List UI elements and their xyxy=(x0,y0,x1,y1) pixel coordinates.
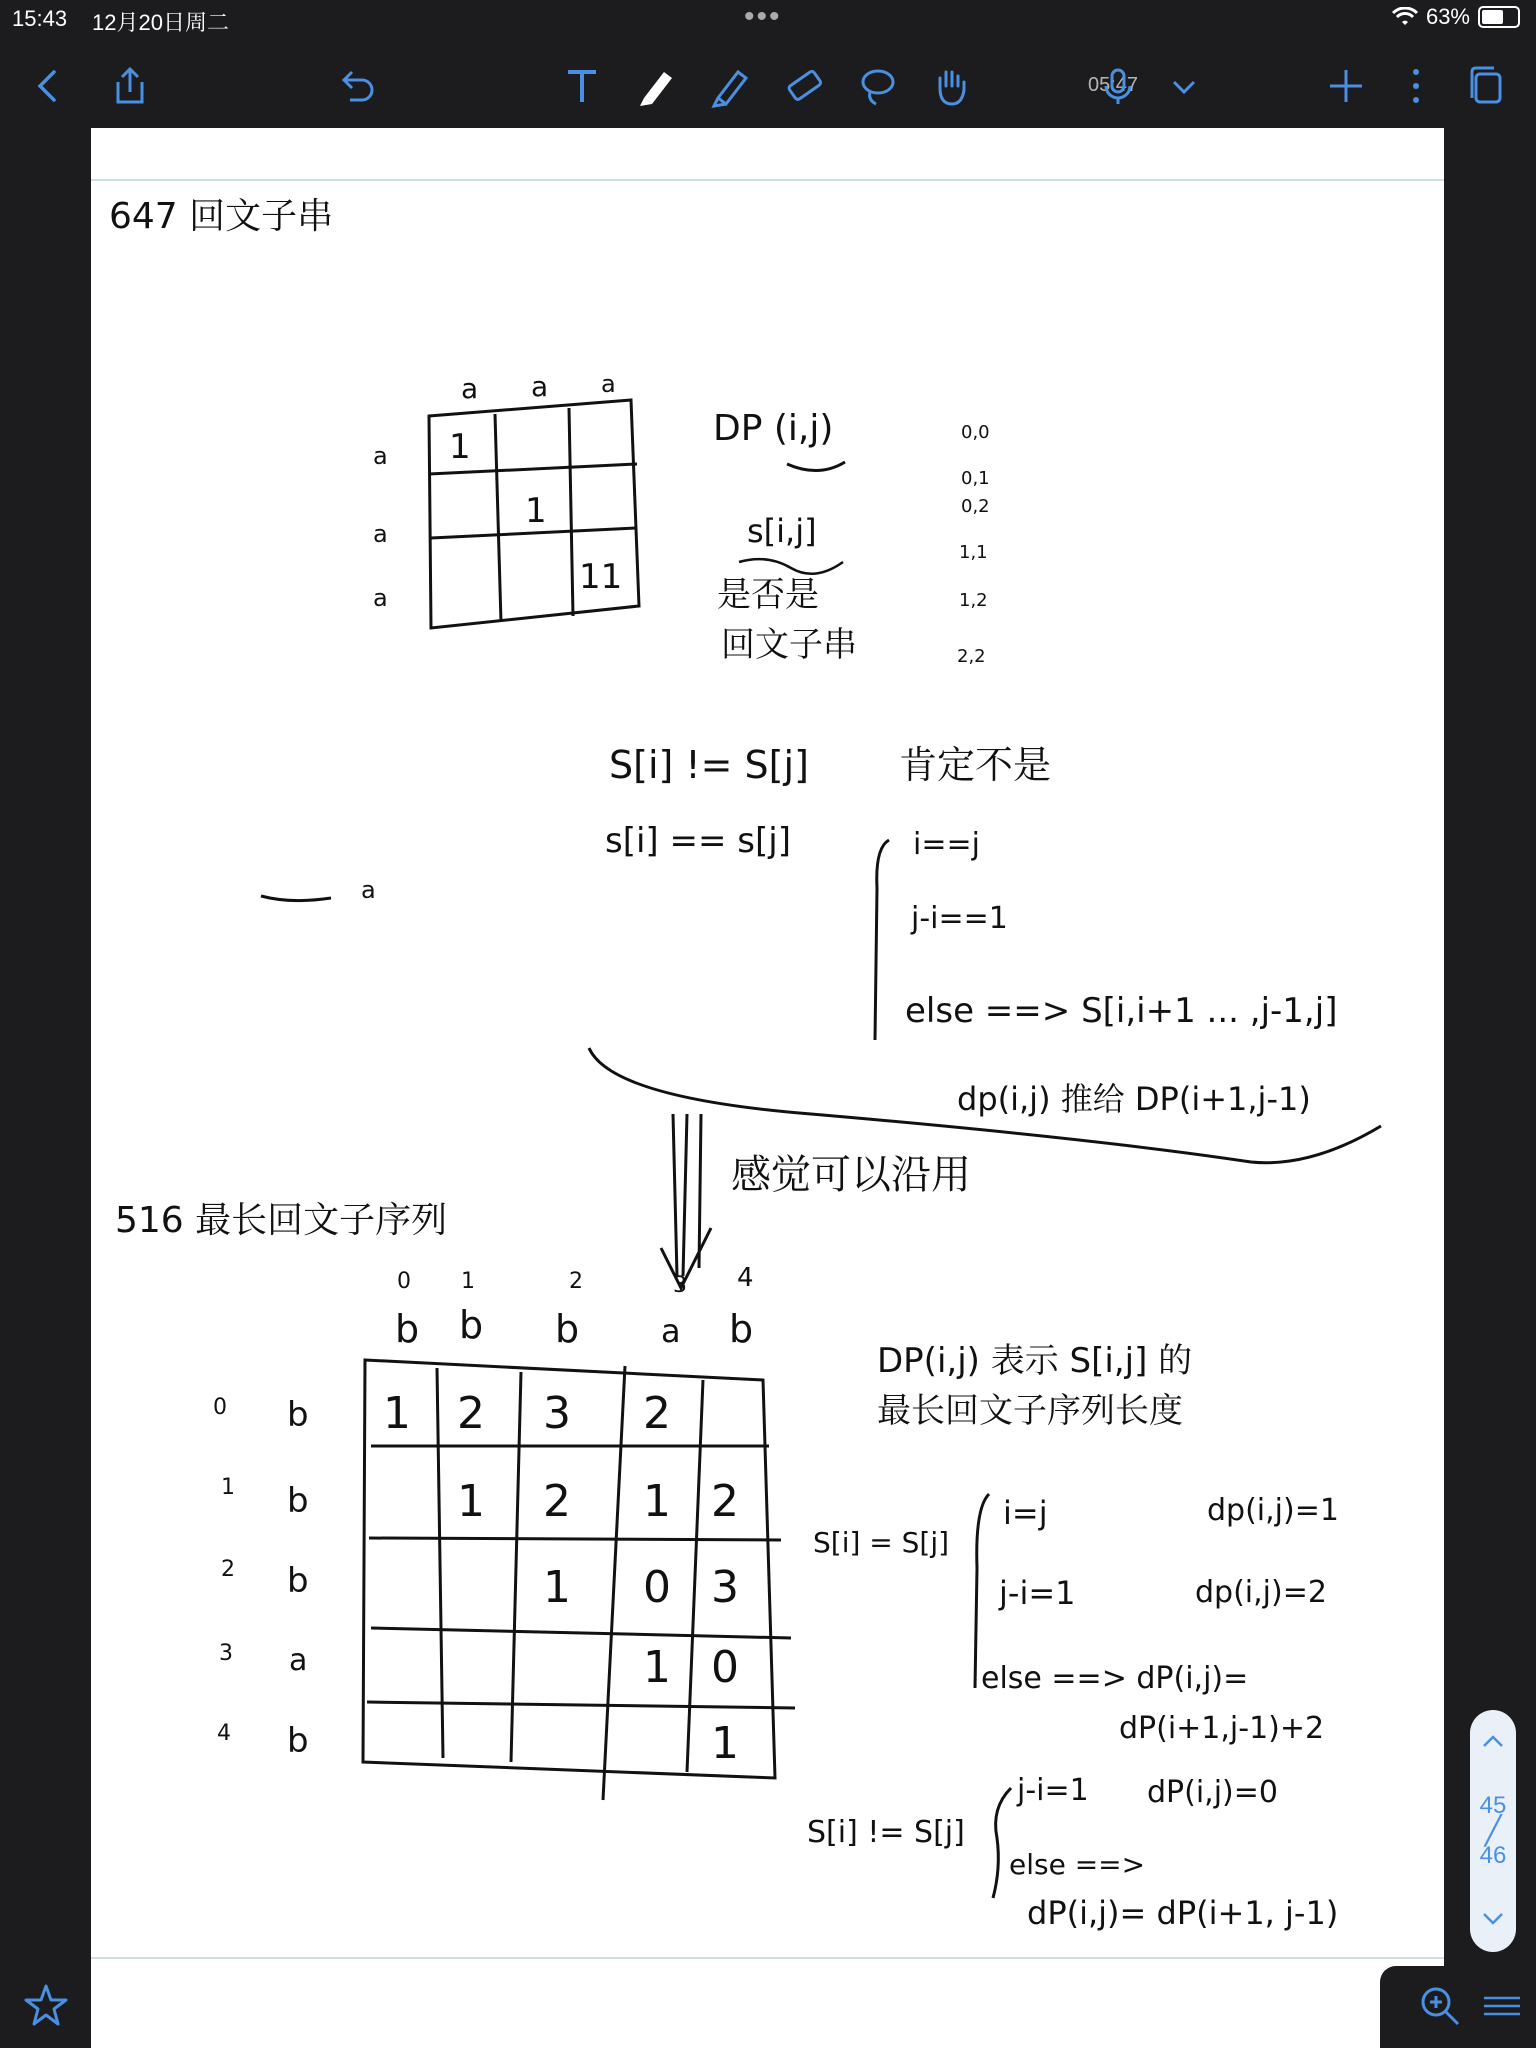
grid516-cell-1-3: 1 xyxy=(643,1476,671,1527)
eq-result1: dp(i,j)=1 xyxy=(1207,1493,1339,1528)
desc-line1: 是否是 xyxy=(717,575,819,615)
dp-def: DP (i,j) xyxy=(713,408,834,449)
def-line2: 最长回文子序列长度 xyxy=(877,1391,1183,1431)
col-0: b xyxy=(395,1307,420,1351)
hand-tool-icon[interactable] xyxy=(924,60,976,112)
pair-2: 0,2 xyxy=(961,496,990,517)
pair-1: 0,1 xyxy=(961,468,990,489)
grid647-cell-2: 11 xyxy=(579,557,623,597)
case-1: i==j xyxy=(913,827,980,862)
grid516-cell-0-1: 2 xyxy=(457,1388,485,1439)
derive-note: dp(i,j) 推给 DP(i+1,j-1) xyxy=(957,1080,1311,1118)
rowidx-3: 3 xyxy=(219,1641,233,1666)
grid516-cell-3-3: 1 xyxy=(643,1642,671,1693)
grid516-cell-0-0: 1 xyxy=(383,1388,411,1439)
status-date: 12月20日周二 xyxy=(92,10,229,35)
def-line1: DP(i,j) 表示 S[i,j] 的 xyxy=(877,1341,1193,1381)
recording-time: 05:47 xyxy=(1088,74,1139,96)
wifi-icon xyxy=(1392,7,1418,27)
grid516-cell-1-2: 2 xyxy=(543,1476,571,1527)
neq-result2: dP(i,j)= dP(i+1, j-1) xyxy=(1027,1894,1339,1932)
chevron-down-icon[interactable] xyxy=(1478,1904,1508,1934)
multitask-dots-icon[interactable]: ••• xyxy=(744,0,782,33)
page-list-icon[interactable] xyxy=(1480,1984,1524,2028)
grid516-cell-2-3: 0 xyxy=(643,1562,671,1613)
desc-line2: 回文子串 xyxy=(721,625,857,665)
colidx-0: 0 xyxy=(397,1269,411,1294)
eq-label: S[i] = S[j] xyxy=(813,1526,950,1559)
grid647-row-1: a xyxy=(373,520,388,548)
chevron-up-icon[interactable] xyxy=(1478,1726,1508,1756)
neq-label: S[i] != S[j] xyxy=(807,1815,965,1850)
colidx-3: 3 xyxy=(673,1273,687,1298)
colidx-2: 2 xyxy=(569,1269,583,1294)
section1-title: 647 回文子串 xyxy=(109,196,334,237)
grid516-cell-1-1: 1 xyxy=(457,1476,485,1527)
grid647-cell-1: 1 xyxy=(525,491,547,531)
grid516-cell-4-4: 1 xyxy=(711,1718,739,1769)
text-tool-icon[interactable] xyxy=(556,60,608,112)
pen-tool-icon[interactable] xyxy=(630,60,682,112)
grid516-cell-0-2: 3 xyxy=(543,1388,571,1439)
pair-3: 1,1 xyxy=(959,542,988,563)
chevron-down-icon[interactable] xyxy=(1158,60,1210,112)
grid647-row-0: a xyxy=(373,442,388,470)
eq-result3: dP(i+1,j-1)+2 xyxy=(1119,1711,1325,1746)
eq-case2: j-i=1 xyxy=(999,1574,1076,1612)
colidx-4: 4 xyxy=(737,1263,754,1293)
battery-percent: 63% xyxy=(1425,4,1470,29)
grid647-cell-0: 1 xyxy=(449,427,471,467)
favorites-panel xyxy=(0,1966,91,2048)
pair-0: 0,0 xyxy=(961,422,990,443)
zoom-in-icon[interactable] xyxy=(1418,1984,1462,2028)
page-separator: ╱ xyxy=(1484,1815,1502,1846)
grid516-cell-0-3: 2 xyxy=(643,1388,671,1439)
row-0: b xyxy=(287,1395,309,1435)
pages-icon[interactable] xyxy=(1460,60,1512,112)
note-page[interactable] xyxy=(91,128,1444,2048)
battery-icon xyxy=(1478,6,1520,28)
sub-s: s[i,j] xyxy=(747,512,817,550)
grid647-col-0: a xyxy=(461,372,479,405)
status-bar xyxy=(0,0,1536,40)
page-total: 46 xyxy=(1479,1842,1507,1869)
eq-case3: else ==> dP(i,j)= xyxy=(981,1661,1249,1696)
col-4: b xyxy=(729,1307,754,1351)
side-note: a xyxy=(361,876,376,904)
cond-neq: S[i] != S[j] xyxy=(609,743,809,787)
rowidx-1: 1 xyxy=(221,1475,235,1500)
more-icon[interactable] xyxy=(1390,60,1442,112)
row-2: b xyxy=(287,1561,309,1601)
page-current: 45 xyxy=(1479,1792,1507,1819)
undo-icon[interactable] xyxy=(330,60,382,112)
microphone-icon[interactable] xyxy=(1092,60,1144,112)
view-controls xyxy=(1380,1966,1536,2048)
grid516-cell-2-4: 3 xyxy=(711,1562,739,1613)
pair-5: 2,2 xyxy=(957,646,986,667)
case-3: else ==> S[i,i+1 ... ,j-1,j] xyxy=(905,991,1338,1031)
star-icon[interactable] xyxy=(22,1982,70,2030)
reuse-note: 感觉可以沿用 xyxy=(731,1152,971,1198)
row-1: b xyxy=(287,1481,309,1521)
status-time: 15:43 xyxy=(12,6,68,31)
neq-result1: dP(i,j)=0 xyxy=(1147,1775,1278,1810)
grid516-cell-2-2: 1 xyxy=(543,1562,571,1613)
back-icon[interactable] xyxy=(22,60,74,112)
lasso-icon[interactable] xyxy=(852,60,904,112)
pair-4: 1,2 xyxy=(959,590,988,611)
row-3: a xyxy=(289,1643,308,1678)
rowidx-4: 4 xyxy=(217,1721,231,1746)
grid647-col-2: a xyxy=(601,370,616,398)
neq-case1: j-i=1 xyxy=(1017,1773,1089,1808)
col-2: b xyxy=(555,1307,580,1351)
toolbar xyxy=(0,40,1536,128)
share-icon[interactable] xyxy=(104,60,156,112)
colidx-1: 1 xyxy=(461,1269,475,1294)
grid647-row-2: a xyxy=(373,584,388,612)
case-2: j-i==1 xyxy=(911,901,1008,936)
eraser-icon[interactable] xyxy=(778,60,830,112)
highlighter-icon[interactable] xyxy=(704,60,756,112)
eq-case1: i=j xyxy=(1003,1494,1048,1532)
grid516-cell-3-4: 0 xyxy=(711,1642,739,1693)
cond-eq: s[i] == s[j] xyxy=(605,821,791,861)
col-1: b xyxy=(459,1303,484,1347)
rowidx-2: 2 xyxy=(221,1557,235,1582)
col-3: a xyxy=(661,1312,681,1350)
grid647-col-1: a xyxy=(531,370,549,403)
section2-title: 516 最长回文子序列 xyxy=(115,1200,448,1241)
rowidx-0: 0 xyxy=(213,1395,227,1420)
cond-neq-result: 肯定不是 xyxy=(899,743,1052,787)
grid516-cell-1-4: 2 xyxy=(711,1476,739,1527)
neq-case2: else ==> xyxy=(1009,1848,1146,1881)
handwriting-canvas xyxy=(91,128,1444,2048)
eq-result2: dp(i,j)=2 xyxy=(1195,1575,1327,1610)
page-navigator xyxy=(1470,1710,1516,1952)
add-icon[interactable] xyxy=(1320,60,1372,112)
row-4: b xyxy=(287,1721,309,1761)
